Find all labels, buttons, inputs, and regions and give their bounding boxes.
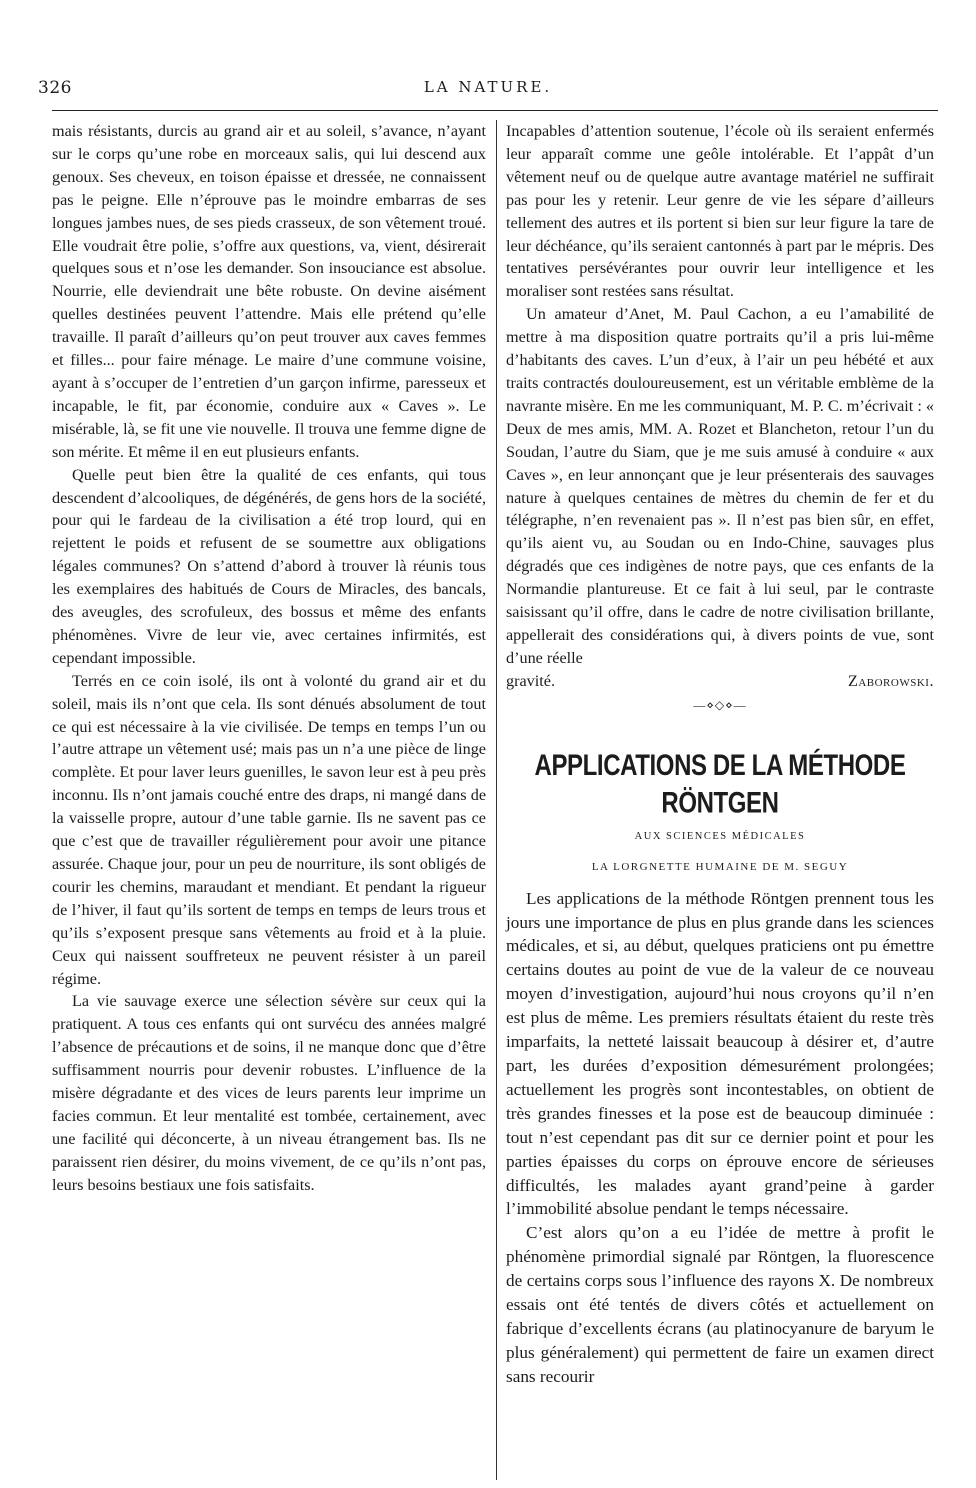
page-header: [38, 78, 938, 102]
header-rule: [52, 110, 938, 111]
column-divider: [496, 120, 497, 1480]
paragraph: Quelle peut bien être la qualité de ces enfants, qui tous descendent d’alcooliques, de dégénérés, de gens hors de la société, pour qui le fardeau de la civilisation a été trop lourd, qui en rejettent le poids et refusent de se soumettre aux obligations légales communes? On s’attend d’abord à trouver là réunis tous les exemplaires des habitués de Cours de Miracles, des bancals, des aveugles, des scrofuleux, des bossus et même des enfants phénomènes. Vivre de leur vie, avec certaines infirmités, est cependant impossible.: [52, 465, 486, 667]
paragraph: C’est alors qu’on a eu l’idée de mettre à profit le phénomène primordial signalé par Röntgen, la fluorescence de certains corps sous l’influence des rayons X. De nombreux essais ont été tentés de divers côtés et actuellement on fabrique d’excellents écrans (au platinocyanure de baryum le plus généralement) qui permettent de faire un examen direct sans recourir: [506, 1223, 934, 1386]
paragraph: La vie sauvage exerce une sélection sévère sur ceux qui la pratiquent. A tous ces enfants qui ont survécu des années malgré l’absence de précautions et de soins, il ne manque donc que d’être suffisamment nourris pour devenir robustes. L’influence de la misère dégradante et des vices de leurs parents leur imprime un facies commun. Et leur mentalité est tombée, certainement, avec une facilité qui déconcerte, à un niveau étrangement bas. Ils ne paraissent rien désirer, du moins vivement, de ce qu’ils n’ont pas, leurs besoins bestiaux une fois satisfaits.: [52, 992, 486, 1194]
paragraph: Incapables d’attention soutenue, l’école où ils seraient enfermés leur apparaît comme une geôle intolérable. Et l’appât d’un vêtement neuf ou de quelque autre avantage matériel ne suffirait pas pour les y retenir. Leur genre de vie les sépare d’ailleurs tellement des autres et ils portent si bien sur leur figure la tare de leur déchéance, qu’ils seraient cantonnés à part par le mépris. Des tentatives persévérantes pour ouvrir leur intelligence et les moraliser sont restées sans résultat.: [506, 122, 934, 301]
closing-word: gravité.: [506, 671, 555, 690]
left-column: [52, 120, 486, 1197]
section-ornament: —⋄◇⋄—: [693, 697, 747, 712]
right-column: [506, 120, 934, 1389]
article-subtitle: AUX SCIENCES MÉDICALES: [634, 830, 806, 842]
article-subsubtitle: LA LORGNETTE HUMAINE DE M. SEGUY: [591, 860, 849, 873]
paragraph: Terrés en ce coin isolé, ils ont à volonté du grand air et du soleil, mais ils n’ont que cela. Ils sont dénués absolument de tout ce qui est nécessaire à la vie civilisée. De temps en temps l’un ou l’autre attrape un vêtement usé; mais pas un n’a une pièce de linge complète. Et pour laver leurs guenilles, le savon leur est à peu près inconnu. Ils n’ont jamais couché entre des draps, ni mangé dans de la vaisselle propre, autour d’une table garnie. Ils ne savent pas ce que c’est que de travailler régulièrement pour avoir une pitance assurée. Chaque jour, pour un peu de nourriture, ils sont obligés de courir les chemins, maraudant et mendiant. Et pendant la rigueur de l’hiver, il faut qu’ils sortent de temps en temps de leurs trous et qu’ils s’exposent presque sans vêtements au froid et à la pluie. Ceux qui naissent souffreteux ne peuvent résister à un pareil régime.: [52, 671, 486, 988]
page-number: 326: [38, 78, 72, 98]
signature-line: [506, 670, 934, 693]
paragraph: Un amateur d’Anet, M. Paul Cachon, a eu l’amabilité de mettre à ma disposition quatre portraits qu’il a pris lui-même d’habitants des caves. L’un d’eux, à l’air un peu hébété et aux traits contractés douloureusement, est un véritable emblème de la navrante misère. En me les communiquant, M. P. C. m’écrivait : « Deux de mes amis, MM. A. Rozet et Blancheton, retour l’un du Soudan, l’autre du Siam, que je me suis amusé à conduire « aux Caves », en leur annonçant que je leur présenterais des sauvages nature à quelques centaines de mètres du chemin de fer et du télégraphe, n’en revenaient pas ». Il n’est pas bien sûr, en effet, qu’ils aient vu, au Soudan ou en Indo-Chine, sauvages plus dégradés que ces indigènes de notre pays, que ces enfants de la Normandie plantureuse. Et ce fait à lui seul, par le contraste saisissant qu’il offre, dans le cadre de notre civilisation brillante, appellerait des considérations qui, à divers points de vue, sont d’une réelle: [506, 305, 934, 667]
author-signature: Zaborowski.: [847, 671, 934, 690]
running-title: LA NATURE.: [423, 78, 553, 96]
paragraph: Les applications de la méthode Röntgen prennent tous les jours une importance de plus en plus grande dans les sciences médicales, et si, au début, quelques praticiens ont pu émettre certains doutes au point de vue de la valeur de ce nouveau moyen d’investigation, aujourd’hui nous croyons qu’il n’en est plus de même. Les premiers résultats étaient du reste très imparfaits, la netteté laissait beaucoup à désirer et, d’autre part, les durées d’exposition démesurément prolongées; actuellement les progrès sont incontestables, on obtient de très grandes finesses et la pose est de beaucoup diminuée : tout n’est cependant pas dit sur ce dernier point et pour les parties épaisses du corps on éprouve encore de sérieuses difficultés, les malades ayant grand’peine à garder l’immobilité absolue pendant le temps nécessaire.: [506, 888, 934, 1219]
article-body: [506, 887, 934, 1389]
article-title: APPLICATIONS DE LA MÉTHODE RÖNTGEN: [534, 748, 906, 820]
paragraph: mais résistants, durcis au grand air et au soleil, s’avance, n’ayant sur le corps qu’une robe en morceaux salis, qui lui descend aux genoux. Ses cheveux, en toison épaisse et dressée, ne connaissent pas le peigne. Elle n’éprouve pas le moindre embarras de ses longues jambes nues, de ses pieds crasseux, de son vêtement troué. Elle voudrait être polie, s’offre aux questions, va, vient, désirerait quelques sous et n’ose les demander. Son insouciance est absolue. Nourrie, elle deviendrait une bête robuste. On devine aisément quelles destinées peuvent l’attendre. Mais elle prétend qu’elle travaille. Il paraît d’ailleurs qu’on peut trouver aux caves femmes et filles... pour faire ménage. Le maire d’une commune voisine, ayant à s’occuper de l’entretien d’un garçon infirme, paresseux et incapable, le fit, par économie, conduire aux « Caves ». Le misérable, là, se fit une vie nouvelle. Il trouva une femme digne de son mérite. Et même il en eut plusieurs enfants.: [52, 122, 486, 461]
